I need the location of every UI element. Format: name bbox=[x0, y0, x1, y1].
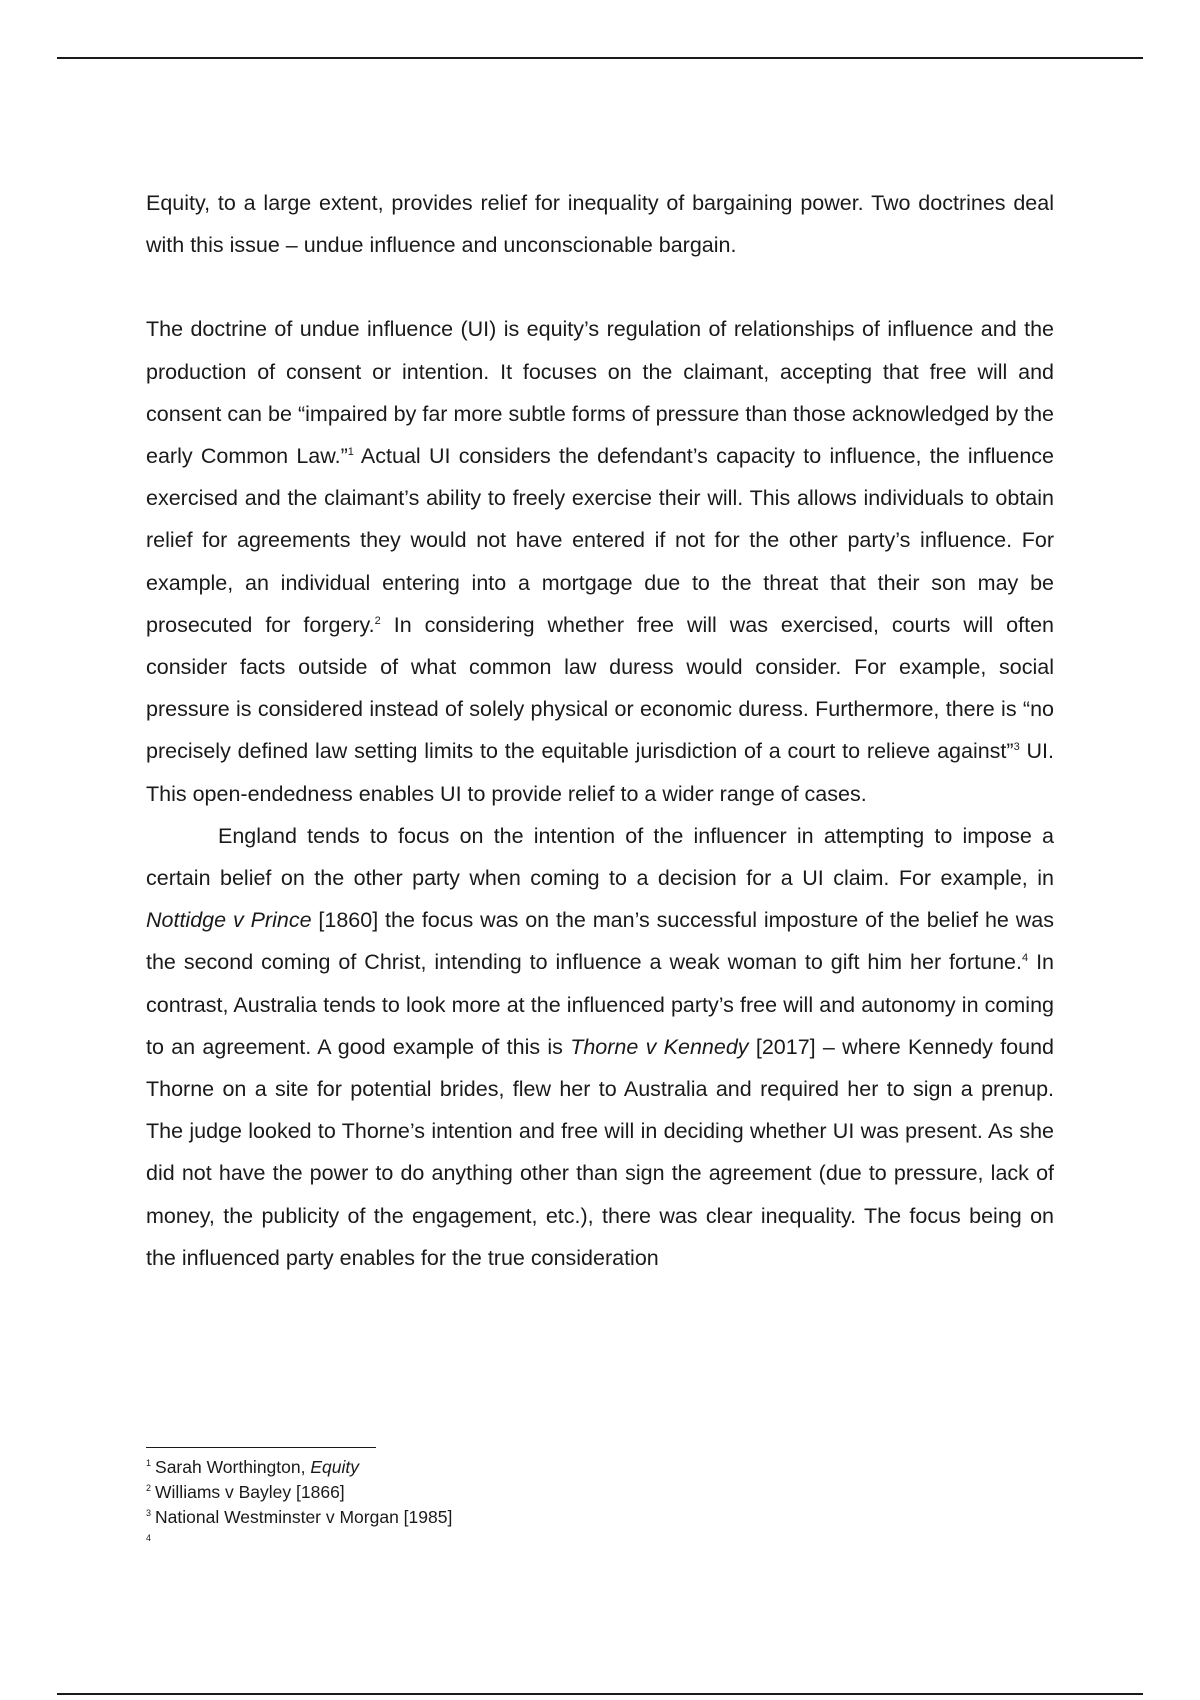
case-name-nottidge: Nottidge v Prince bbox=[146, 908, 312, 933]
footnote-number: 2 bbox=[146, 1483, 152, 1494]
footnote-italic: Equity bbox=[310, 1457, 359, 1477]
text-segment: England tends to focus on the intention of the influencer in attempting to impose a certain belief on the other party when coming to a decision for a UI claim. For example, in bbox=[146, 823, 1054, 891]
footnote-text: National Westminster v Morgan [1985] bbox=[155, 1507, 453, 1527]
paragraph-intro bbox=[146, 182, 1054, 266]
paragraph-undue-influence bbox=[146, 308, 1054, 814]
body-text bbox=[146, 182, 1054, 1279]
footnote-text: Sarah Worthington, bbox=[155, 1457, 311, 1477]
footnote-ref-1[interactable]: 1 bbox=[347, 445, 354, 458]
header-rule bbox=[57, 57, 1143, 59]
paragraph-intro-text: Equity, to a large extent, provides relief for inequality of bargaining power. Two doctrines deal with this issue – undue influence and unconscionable bargain. bbox=[146, 191, 1054, 258]
footnote-text: Williams v Bayley [1866] bbox=[155, 1482, 345, 1502]
footnote-2 bbox=[146, 1480, 746, 1505]
footnote-number: 4 bbox=[146, 1533, 152, 1544]
footnote-ref-2[interactable]: 2 bbox=[374, 614, 381, 627]
case-name-thorne: Thorne v Kennedy bbox=[570, 1034, 749, 1059]
footnote-number: 3 bbox=[146, 1508, 152, 1519]
footnote-ref-3[interactable]: 3 bbox=[1013, 741, 1020, 754]
footnote-4 bbox=[146, 1530, 746, 1546]
footnotes bbox=[146, 1447, 746, 1546]
footnote-ref-4[interactable]: 4 bbox=[1021, 952, 1029, 965]
text-segment: In contrast, Australia tends to look more at the influenced party’s free will and autonomy in coming to an agreement. A good example of this is bbox=[146, 950, 1055, 1059]
footnote-3 bbox=[146, 1505, 746, 1530]
text-segment: [2017] – where Kennedy found Thorne on a site for potential brides, flew her to Australia and required her to sign a prenup. The judge looked to Thorne’s intention and free will in deciding whether UI was present. As she did not have the power to do anything other than sign the agreement (due to pressure, lack of money, the publicity of the engagement, etc.), there was clear inequality. The focus being on the influenced party enables for the true consideration bbox=[146, 1034, 1054, 1270]
text-segment: The doctrine of undue influence (UI) is equity’s regulation of relationships of influence and the production of consent or intention. It focuses on the claimant, accepting that free will and consent can be “impaired by far more subtle forms of pressure than those acknowledged by the early Common Law.” bbox=[146, 317, 1054, 469]
footnote-separator bbox=[146, 1447, 376, 1448]
text-segment: [1860] the focus was on the man’s successful imposture of the belief he was the second coming of Christ, intending to influence a weak woman to gift him her fortune. bbox=[146, 908, 1054, 975]
text-segment: In considering whether free will was exercised, courts will often consider facts outside of what common law duress would consider. For example, social pressure is considered instead of solely physical or economic duress. Furthermore, there is “no precisely defined law setting limits to the equitable jurisdiction of a court to relieve against” bbox=[146, 612, 1054, 764]
footnote-number: 1 bbox=[146, 1458, 152, 1469]
text-segment: UI. This open-endedness enables UI to provide relief to a wider range of cases. bbox=[146, 739, 1055, 806]
footnote-1 bbox=[146, 1455, 746, 1480]
text-segment: Actual UI considers the defendant’s capacity to influence, the influence exercised and the claimant’s ability to freely exercise their will. This allows individuals to obtain relief for agreements they would not have entered if not for the other party’s influence. For example, an individual entering into a mortgage due to the threat that their son may be prosecuted for forgery. bbox=[146, 444, 1054, 637]
footer-rule bbox=[57, 1693, 1143, 1695]
paragraph-england-australia bbox=[146, 815, 1054, 1279]
